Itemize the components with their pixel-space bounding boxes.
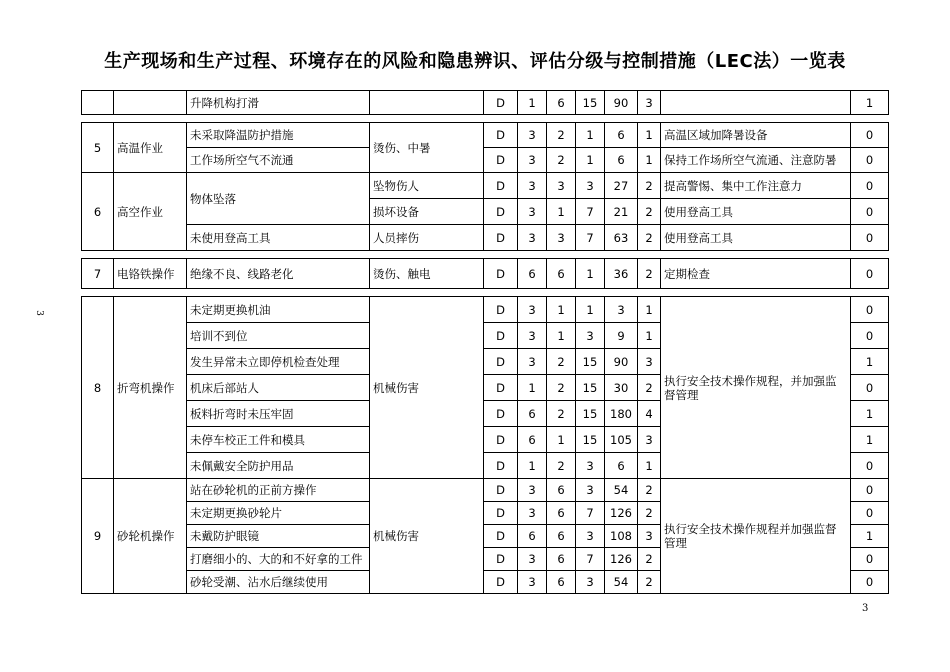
- e-cell: 1: [518, 375, 547, 401]
- measure-cell: [661, 91, 851, 115]
- last-cell: 0: [851, 323, 889, 349]
- level-cell: 2: [638, 173, 661, 199]
- seq-cell: 5: [82, 123, 114, 173]
- d-cell: 3: [605, 297, 638, 323]
- e-cell: 3: [518, 479, 547, 502]
- level-cell: 3: [638, 91, 661, 115]
- d-cell: 6: [605, 148, 638, 173]
- table-row: [82, 259, 889, 289]
- l-cell: D: [484, 173, 518, 199]
- c-cell: 6: [547, 571, 576, 594]
- f-cell: 3: [576, 571, 605, 594]
- row-spacer: [82, 251, 889, 259]
- measure-cell: 提高警惕、集中工作注意力: [661, 173, 851, 199]
- e-cell: 3: [518, 148, 547, 173]
- table-row: [82, 479, 889, 502]
- l-cell: D: [484, 571, 518, 594]
- last-cell: 0: [851, 199, 889, 225]
- level-cell: 2: [638, 199, 661, 225]
- f-cell: 15: [576, 375, 605, 401]
- f-cell: 15: [576, 427, 605, 453]
- f-cell: 3: [576, 479, 605, 502]
- level-cell: 1: [638, 323, 661, 349]
- hazard-cell: 未停车校正工件和模具: [187, 427, 370, 453]
- hazard-cell: 升降机构打滑: [187, 91, 370, 115]
- level-cell: 4: [638, 401, 661, 427]
- c-cell: 1: [547, 297, 576, 323]
- last-cell: 1: [851, 91, 889, 115]
- seq-cell: 8: [82, 297, 114, 479]
- e-cell: 3: [518, 123, 547, 148]
- consequence-cell: 坠物伤人: [370, 173, 484, 199]
- consequence-cell: 烫伤、中暑: [370, 123, 484, 173]
- l-cell: D: [484, 148, 518, 173]
- d-cell: 9: [605, 323, 638, 349]
- work-name-cell: 砂轮机操作: [114, 479, 187, 594]
- level-cell: 1: [638, 123, 661, 148]
- last-cell: 1: [851, 525, 889, 548]
- seq-cell: 7: [82, 259, 114, 289]
- l-cell: D: [484, 259, 518, 289]
- d-cell: 54: [605, 479, 638, 502]
- c-cell: 6: [547, 479, 576, 502]
- e-cell: 6: [518, 401, 547, 427]
- level-cell: 2: [638, 375, 661, 401]
- last-cell: 0: [851, 173, 889, 199]
- l-cell: D: [484, 525, 518, 548]
- measure-cell: 执行安全技术操作规程并加强监督管理: [661, 479, 851, 594]
- f-cell: 3: [576, 525, 605, 548]
- d-cell: 27: [605, 173, 638, 199]
- table-row: [82, 173, 889, 199]
- hazard-cell: 工作场所空气不流通: [187, 148, 370, 173]
- d-cell: 6: [605, 453, 638, 479]
- e-cell: 6: [518, 525, 547, 548]
- d-cell: 90: [605, 349, 638, 375]
- last-cell: 1: [851, 349, 889, 375]
- e-cell: 3: [518, 349, 547, 375]
- d-cell: 126: [605, 548, 638, 571]
- f-cell: 3: [576, 453, 605, 479]
- measure-cell: 使用登高工具: [661, 225, 851, 251]
- hazard-cell: 未使用登高工具: [187, 225, 370, 251]
- level-cell: 1: [638, 297, 661, 323]
- f-cell: 15: [576, 349, 605, 375]
- l-cell: D: [484, 349, 518, 375]
- last-cell: 1: [851, 401, 889, 427]
- f-cell: 7: [576, 199, 605, 225]
- last-cell: 0: [851, 259, 889, 289]
- l-cell: D: [484, 427, 518, 453]
- hazard-cell: 绝缘不良、线路老化: [187, 259, 370, 289]
- f-cell: 1: [576, 259, 605, 289]
- e-cell: 3: [518, 199, 547, 225]
- e-cell: 3: [518, 571, 547, 594]
- work-name-cell: 电铬铁操作: [114, 259, 187, 289]
- c-cell: 2: [547, 401, 576, 427]
- d-cell: 54: [605, 571, 638, 594]
- e-cell: 3: [518, 173, 547, 199]
- c-cell: 3: [547, 173, 576, 199]
- measure-cell: 保持工作场所空气流通、注意防暑: [661, 148, 851, 173]
- measure-cell: 使用登高工具: [661, 199, 851, 225]
- c-cell: 1: [547, 199, 576, 225]
- page-title: 生产现场和生产过程、环境存在的风险和隐患辨识、评估分级与控制措施（LEC法）一览表: [104, 51, 846, 72]
- l-cell: D: [484, 375, 518, 401]
- hazard-cell: 培训不到位: [187, 323, 370, 349]
- f-cell: 7: [576, 502, 605, 525]
- level-cell: 2: [638, 548, 661, 571]
- work-name-cell: [114, 91, 187, 115]
- d-cell: 105: [605, 427, 638, 453]
- c-cell: 6: [547, 259, 576, 289]
- level-cell: 2: [638, 259, 661, 289]
- c-cell: 1: [547, 427, 576, 453]
- hazard-cell: 机床后部站人: [187, 375, 370, 401]
- level-cell: 2: [638, 225, 661, 251]
- row-spacer: [82, 289, 889, 297]
- l-cell: D: [484, 123, 518, 148]
- f-cell: 7: [576, 225, 605, 251]
- l-cell: D: [484, 479, 518, 502]
- c-cell: 2: [547, 123, 576, 148]
- e-cell: 3: [518, 323, 547, 349]
- d-cell: 126: [605, 502, 638, 525]
- f-cell: 1: [576, 297, 605, 323]
- c-cell: 2: [547, 453, 576, 479]
- hazard-cell: 砂轮受潮、沾水后继续使用: [187, 571, 370, 594]
- work-name-cell: 高空作业: [114, 173, 187, 251]
- d-cell: 63: [605, 225, 638, 251]
- table-row: [82, 148, 889, 173]
- f-cell: 3: [576, 173, 605, 199]
- l-cell: D: [484, 548, 518, 571]
- level-cell: 1: [638, 453, 661, 479]
- last-cell: 0: [851, 571, 889, 594]
- l-cell: D: [484, 297, 518, 323]
- work-name-cell: 高温作业: [114, 123, 187, 173]
- hazard-cell: 打磨细小的、大的和不好拿的工件: [187, 548, 370, 571]
- hazard-cell: 板料折弯时未压牢固: [187, 401, 370, 427]
- hazard-cell: 未定期更换机油: [187, 297, 370, 323]
- l-cell: D: [484, 199, 518, 225]
- f-cell: 3: [576, 323, 605, 349]
- hazard-cell: 站在砂轮机的正前方操作: [187, 479, 370, 502]
- f-cell: 7: [576, 548, 605, 571]
- seq-cell: 6: [82, 173, 114, 251]
- e-cell: 3: [518, 548, 547, 571]
- c-cell: 3: [547, 225, 576, 251]
- c-cell: 6: [547, 502, 576, 525]
- last-cell: 0: [851, 479, 889, 502]
- table-row: [82, 91, 889, 115]
- hazard-cell: 未采取降温防护措施: [187, 123, 370, 148]
- page-number: 3: [862, 603, 869, 614]
- c-cell: 6: [547, 91, 576, 115]
- e-cell: 1: [518, 91, 547, 115]
- c-cell: 2: [547, 349, 576, 375]
- l-cell: D: [484, 502, 518, 525]
- l-cell: D: [484, 401, 518, 427]
- f-cell: 15: [576, 401, 605, 427]
- hazard-cell: 未戴防护眼镜: [187, 525, 370, 548]
- work-name-cell: 折弯机操作: [114, 297, 187, 479]
- seq-cell: [82, 91, 114, 115]
- level-cell: 2: [638, 571, 661, 594]
- last-cell: 0: [851, 453, 889, 479]
- hazard-cell: 发生异常未立即停机检查处理: [187, 349, 370, 375]
- c-cell: 2: [547, 375, 576, 401]
- d-cell: 21: [605, 199, 638, 225]
- level-cell: 3: [638, 427, 661, 453]
- last-cell: 0: [851, 502, 889, 525]
- consequence-cell: 人员摔伤: [370, 225, 484, 251]
- e-cell: 3: [518, 297, 547, 323]
- l-cell: D: [484, 225, 518, 251]
- consequence-cell: 机械伤害: [370, 297, 484, 479]
- table-row: [82, 123, 889, 148]
- c-cell: 6: [547, 525, 576, 548]
- d-cell: 30: [605, 375, 638, 401]
- level-cell: 1: [638, 148, 661, 173]
- table-row: [82, 297, 889, 323]
- d-cell: 6: [605, 123, 638, 148]
- level-cell: 2: [638, 502, 661, 525]
- e-cell: 6: [518, 427, 547, 453]
- e-cell: 6: [518, 259, 547, 289]
- consequence-cell: 损坏设备: [370, 199, 484, 225]
- seq-cell: 9: [82, 479, 114, 594]
- level-cell: 3: [638, 525, 661, 548]
- last-cell: 1: [851, 427, 889, 453]
- e-cell: 1: [518, 453, 547, 479]
- last-cell: 0: [851, 297, 889, 323]
- measure-cell: 定期检查: [661, 259, 851, 289]
- measure-cell: 高温区域加降暑设备: [661, 123, 851, 148]
- hazard-cell: 未佩戴安全防护用品: [187, 453, 370, 479]
- d-cell: 90: [605, 91, 638, 115]
- consequence-cell: 烫伤、触电: [370, 259, 484, 289]
- consequence-cell: [370, 91, 484, 115]
- side-page-number: 3: [33, 310, 44, 316]
- l-cell: D: [484, 91, 518, 115]
- row-spacer: [82, 115, 889, 123]
- f-cell: 15: [576, 91, 605, 115]
- l-cell: D: [484, 323, 518, 349]
- last-cell: 0: [851, 548, 889, 571]
- hazard-cell: 未定期更换砂轮片: [187, 502, 370, 525]
- last-cell: 0: [851, 148, 889, 173]
- c-cell: 2: [547, 148, 576, 173]
- lec-risk-table: [81, 90, 889, 594]
- level-cell: 2: [638, 479, 661, 502]
- hazard-cell: 物体坠落: [187, 173, 370, 225]
- d-cell: 180: [605, 401, 638, 427]
- last-cell: 0: [851, 225, 889, 251]
- c-cell: 1: [547, 323, 576, 349]
- l-cell: D: [484, 453, 518, 479]
- f-cell: 1: [576, 148, 605, 173]
- last-cell: 0: [851, 123, 889, 148]
- d-cell: 36: [605, 259, 638, 289]
- last-cell: 0: [851, 375, 889, 401]
- measure-cell: 执行安全技术操作规程，并加强监督管理: [661, 297, 851, 479]
- table-row: [82, 225, 889, 251]
- consequence-cell: 机械伤害: [370, 479, 484, 594]
- e-cell: 3: [518, 225, 547, 251]
- f-cell: 1: [576, 123, 605, 148]
- e-cell: 3: [518, 502, 547, 525]
- level-cell: 3: [638, 349, 661, 375]
- d-cell: 108: [605, 525, 638, 548]
- c-cell: 6: [547, 548, 576, 571]
